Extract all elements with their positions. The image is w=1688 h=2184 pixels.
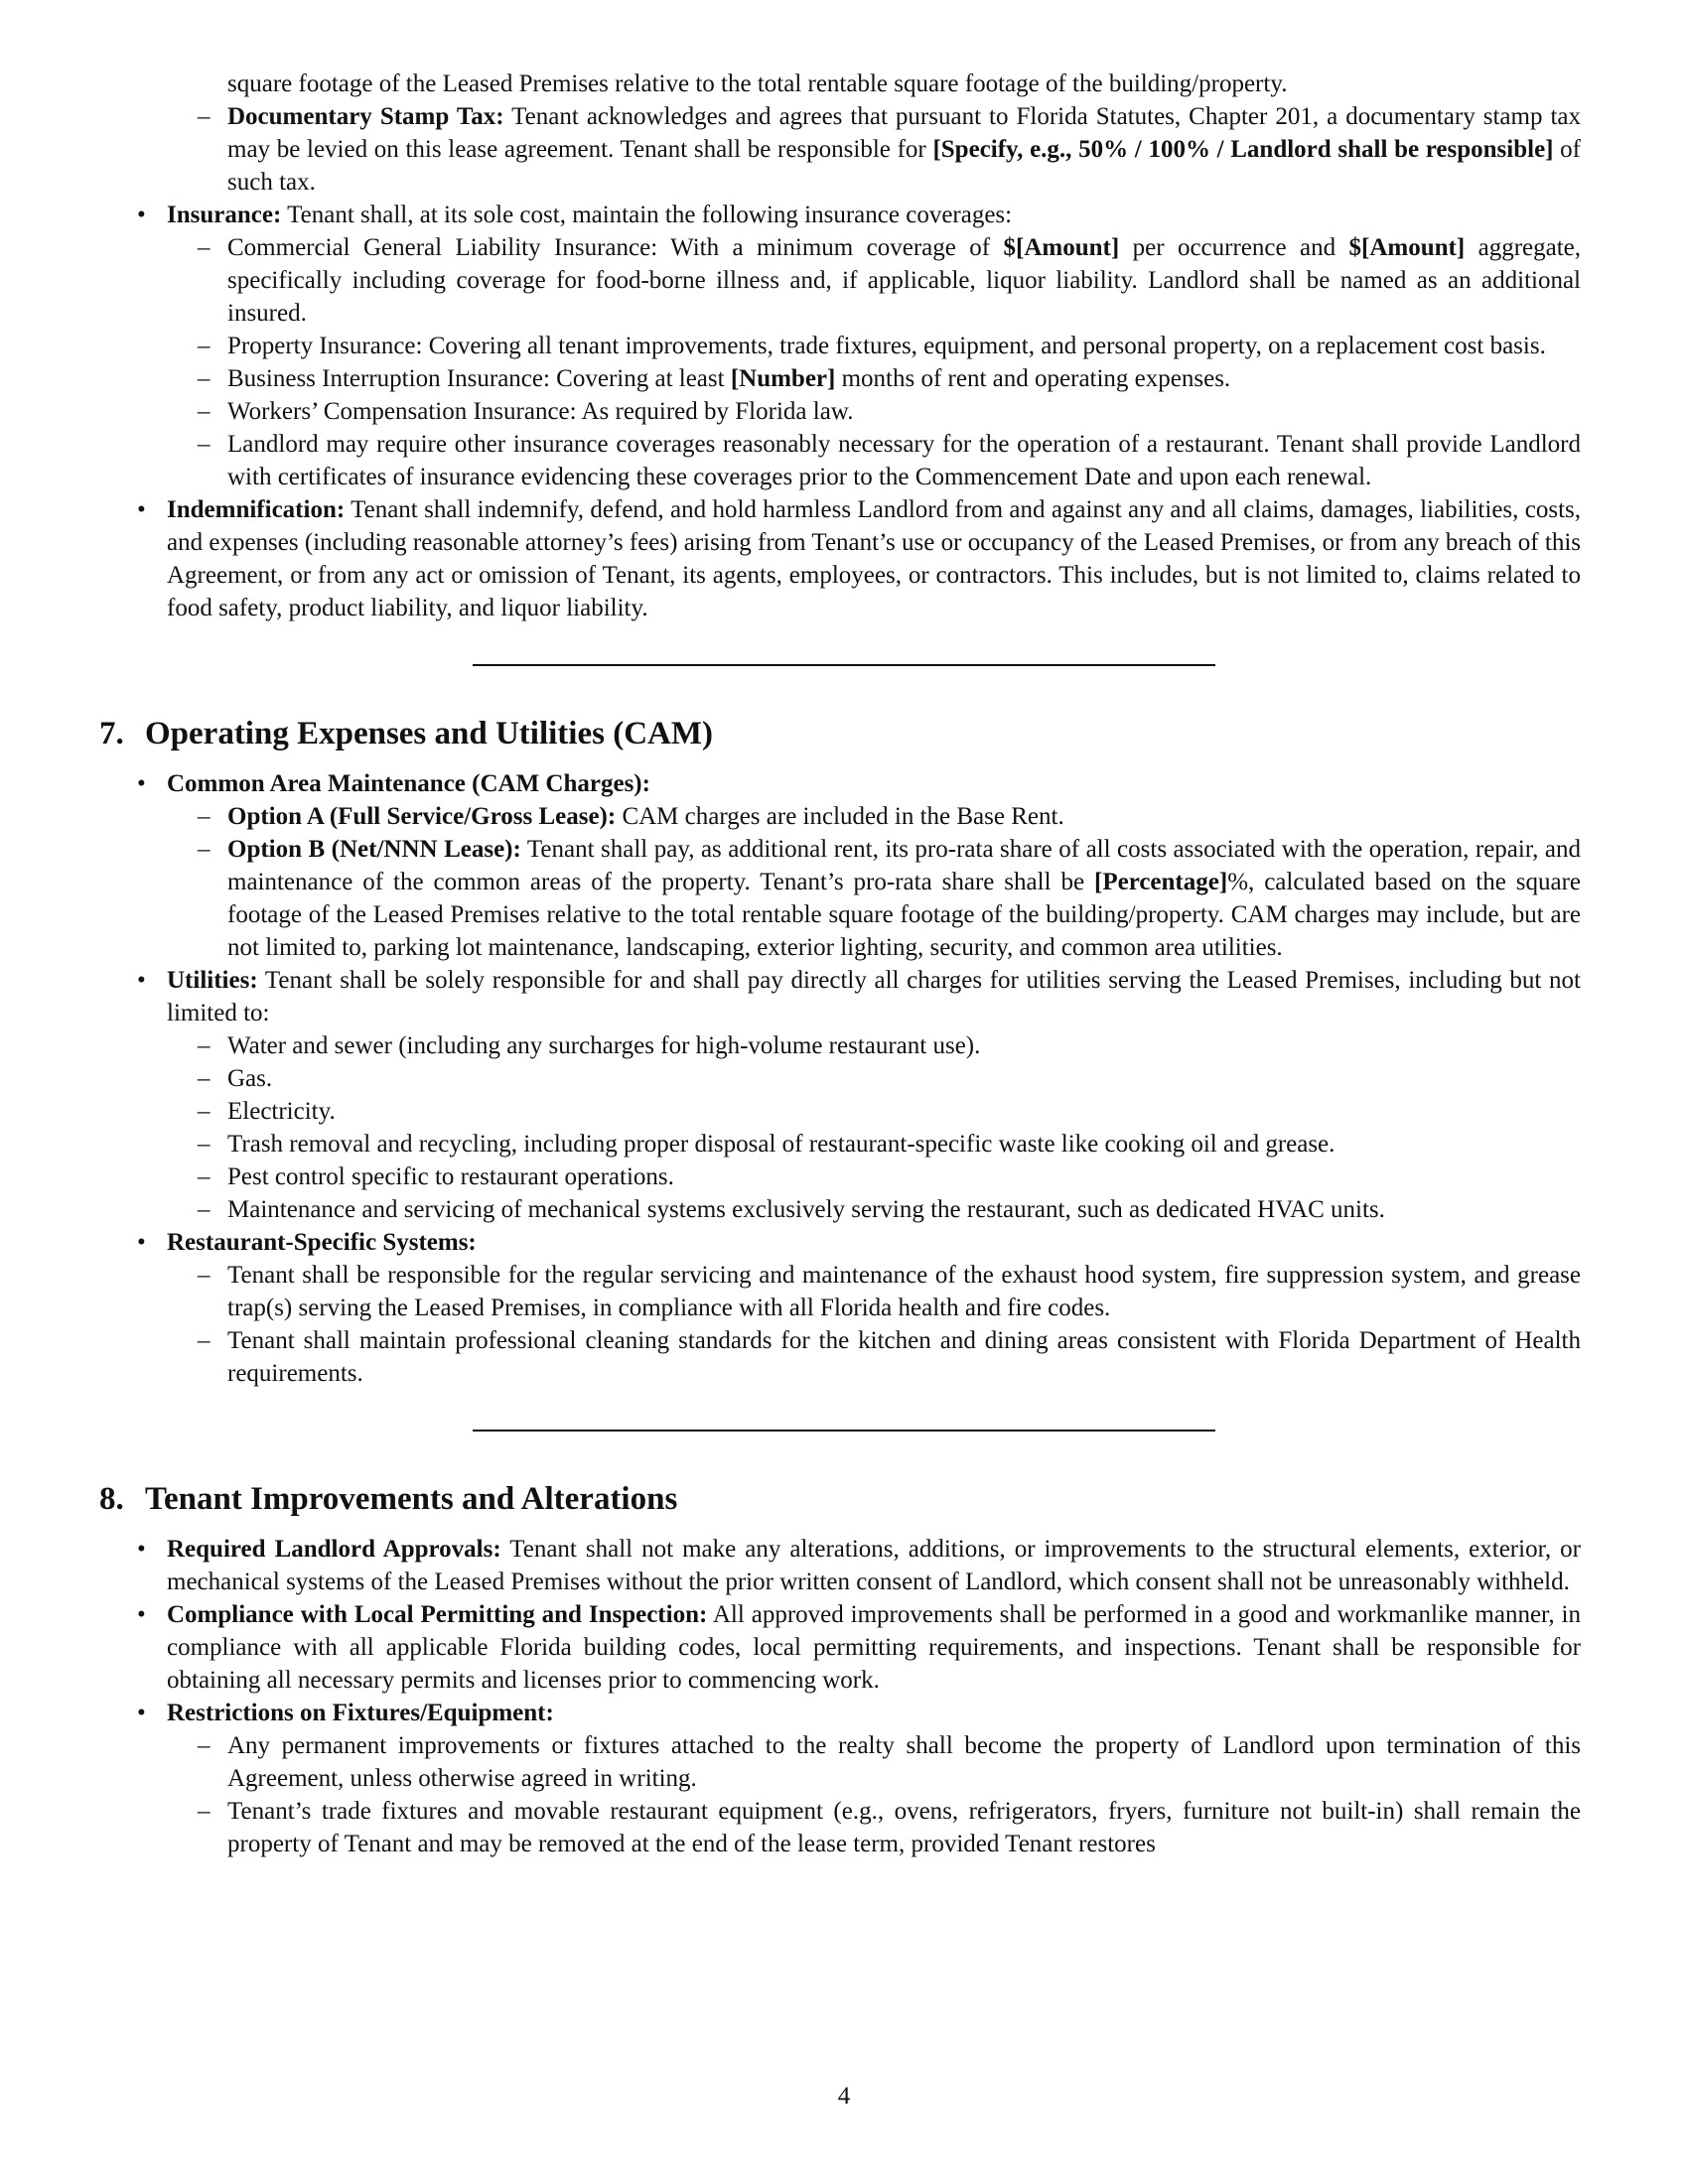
dash-marker: – xyxy=(198,836,211,863)
dash-marker: – xyxy=(198,1327,211,1354)
other-insurance-text: Landlord may require other insurance coverages reasonably necessary for the operation of a restaurant. Tenant shall provide Landlord with certificates of insurance evidencing these coverages prior to the Commencement Date and upon each renewal. xyxy=(227,431,1581,490)
cgl-text-mid: per occurrence and xyxy=(1119,234,1349,261)
option-b-text-end: %, calculated based on the square footage of the Leased Premises relative to the total rentable square footage of the building/property. CAM charges may include, but are not limited to, parking lot maintenance, landscaping, exterior lighting, security, and common area utilities. xyxy=(227,869,1581,961)
utility-pest-text: Pest control specific to restaurant operations. xyxy=(227,1163,674,1190)
utilities-intro: Tenant shall be solely responsible for and shall pay directly all charges for utilities serving the Leased Premises, including but not limited to: xyxy=(167,967,1581,1026)
dash-marker: – xyxy=(198,1732,211,1759)
section-7-number: 7. xyxy=(99,716,124,751)
insurance-intro: Tenant shall, at its sole cost, maintain the following insurance coverages: xyxy=(287,202,1013,228)
compliance-label: Compliance with Local Permitting and Inspection: xyxy=(167,1601,708,1628)
bi-text-end: months of rent and operating expenses. xyxy=(835,365,1231,392)
utility-water-text: Water and sewer (including any surcharges for high-volume restaurant use). xyxy=(227,1032,981,1059)
utility-gas-text: Gas. xyxy=(227,1065,273,1092)
stamp-tax-text-end: of such tax. xyxy=(227,136,1582,196)
workers-comp-item xyxy=(198,395,1581,428)
bullet-marker: • xyxy=(137,1536,146,1563)
dash-marker: – xyxy=(198,1098,211,1125)
dash-marker: – xyxy=(198,1798,211,1825)
workers-comp-text: Workers’ Compensation Insurance: As required by Florida law. xyxy=(227,398,854,425)
other-insurance-item xyxy=(198,428,1581,493)
dash-marker: – xyxy=(198,333,211,359)
section-8-number: 8. xyxy=(99,1481,124,1517)
property-insurance-text: Property Insurance: Covering all tenant improvements, trade fixtures, equipment, and personal property, on a replacement cost basis. xyxy=(227,333,1546,359)
option-a-text: CAM charges are included in the Base Rent. xyxy=(622,803,1064,830)
indemnification-text: Tenant shall indemnify, defend, and hold harmless Landlord from and against any and all claims, damages, liabilities, costs, and expenses (including reasonable attorney’s fees) arising from Tenant’s use or occupancy of the Leased Premises, or from any breach of this Agreement, or from any act or omission of Tenant, its agents, employees, or contractors. This includes, but is not limited to, claims related to food safety, product liability, and liquor liability. xyxy=(167,496,1581,621)
stamp-tax-item xyxy=(198,100,1582,199)
cgl-amount-aggregate: $[Amount] xyxy=(1348,234,1466,261)
bullet-marker: • xyxy=(137,1229,146,1256)
fixtures-restrictions-item xyxy=(137,1697,1581,1729)
restrictions-list-item xyxy=(198,1729,1581,1795)
approvals-text: Tenant shall not make any alterations, additions, or improvements to the structural elements, exterior, or mechanical systems of the Leased Premises without the prior written consent of Landlord, which consent shall not be unreasonably withheld. xyxy=(167,1536,1581,1595)
dash-marker: – xyxy=(198,234,211,261)
option-a-label: Option A (Full Service/Gross Lease): xyxy=(227,803,617,830)
compliance-text: All approved improvements shall be performed in a good and workmanlike manner, in compliance with all applicable Florida building codes, local permitting requirements, and inspections. Tenant shall be responsible for obtaining all necessary permits and licenses prior to commencing work. xyxy=(167,1601,1581,1694)
restrictions-list-item xyxy=(198,1795,1581,1860)
utility-electricity-text: Electricity. xyxy=(227,1098,336,1125)
bullet-marker: • xyxy=(137,1601,146,1628)
bullet-marker: • xyxy=(137,496,146,523)
dash-marker: – xyxy=(198,1163,211,1190)
utility-list-item xyxy=(198,1029,1581,1062)
dash-marker: – xyxy=(198,1065,211,1092)
dash-marker: – xyxy=(198,803,211,830)
section-8-title: Tenant Improvements and Alterations xyxy=(145,1481,678,1517)
utility-hvac-text: Maintenance and servicing of mechanical systems exclusively serving the restaurant, such as dedicated HVAC units. xyxy=(227,1196,1385,1223)
utility-list-item xyxy=(198,1062,1581,1095)
cam-option-a-item xyxy=(198,800,1581,833)
utility-list-item xyxy=(198,1128,1581,1160)
bullet-marker: • xyxy=(137,1700,146,1726)
business-interruption-item xyxy=(198,362,1581,395)
utility-list-item xyxy=(198,1160,1581,1193)
cam-charges-item xyxy=(137,767,1581,800)
cam-continuation-text: square footage of the Leased Premises relative to the total rentable square footage of the building/property. xyxy=(227,70,1288,97)
cgl-insurance-item xyxy=(198,231,1582,330)
dash-marker: – xyxy=(198,1131,211,1158)
property-insurance-item xyxy=(198,330,1581,362)
dash-marker: – xyxy=(198,103,211,130)
bi-text: Business Interruption Insurance: Covering at least xyxy=(227,365,731,392)
dash-marker: – xyxy=(198,1262,211,1289)
utility-trash-text: Trash removal and recycling, including proper disposal of restaurant-specific waste like cooking oil and grease. xyxy=(227,1131,1336,1158)
section-8-heading xyxy=(99,1479,1688,1519)
landlord-approvals-item xyxy=(137,1533,1581,1598)
restrictions-trade-fixtures-text: Tenant’s trade fixtures and movable restaurant equipment (e.g., ovens, refrigerators, fryers, furniture not built-in) shall remain the property of Tenant and may be removed at the end of the lease term, provided Tenant restores xyxy=(227,1798,1581,1857)
permitting-compliance-item xyxy=(137,1598,1581,1697)
stamp-tax-text: Tenant acknowledges and agrees that pursuant to Florida Statutes, Chapter 201, a documentary stamp tax may be levied on this lease agreement. Tenant shall be responsible for xyxy=(227,103,1582,163)
dash-marker: – xyxy=(198,1196,211,1223)
indemnification-item xyxy=(137,493,1581,624)
indemnification-label: Indemnification: xyxy=(167,496,346,523)
systems-cleaning-text: Tenant shall maintain professional cleaning standards for the kitchen and dining areas consistent with Florida Department of Health requirements. xyxy=(227,1327,1581,1387)
option-b-label: Option B (Net/NNN Lease): xyxy=(227,836,521,863)
section-7-heading xyxy=(99,714,1688,753)
utility-list-item xyxy=(198,1193,1581,1226)
dash-marker: – xyxy=(198,1032,211,1059)
restrictions-permanent-text: Any permanent improvements or fixtures attached to the realty shall become the property of Landlord upon termination of this Agreement, unless otherwise agreed in writing. xyxy=(227,1732,1581,1792)
dash-marker: – xyxy=(198,365,211,392)
restrictions-label: Restrictions on Fixtures/Equipment: xyxy=(167,1700,554,1726)
insurance-item xyxy=(137,199,1581,231)
bullet-marker: • xyxy=(137,202,146,228)
cam-option-b-item xyxy=(198,833,1581,964)
systems-list-item xyxy=(198,1324,1581,1390)
dash-marker: – xyxy=(198,398,211,425)
restaurant-systems-label: Restaurant-Specific Systems: xyxy=(167,1229,477,1256)
cam-label: Common Area Maintenance (CAM Charges): xyxy=(167,770,650,797)
bullet-marker: • xyxy=(137,770,146,797)
page-number: 4 xyxy=(837,2083,851,2110)
restaurant-systems-item xyxy=(137,1226,1581,1259)
approvals-label: Required Landlord Approvals: xyxy=(167,1536,501,1563)
cgl-text-end: aggregate, specifically including coverage for food-borne illness and, if applicable, liquor liability. Landlord shall be named as an additional insured. xyxy=(227,234,1582,327)
utilities-item xyxy=(137,964,1581,1029)
dash-marker: – xyxy=(198,431,211,458)
cgl-text: Commercial General Liability Insurance: With a minimum coverage of xyxy=(227,234,1004,261)
option-b-percentage: [Percentage] xyxy=(1094,869,1228,895)
utility-list-item xyxy=(198,1095,1581,1128)
cgl-amount-occurrence: $[Amount] xyxy=(1003,234,1120,261)
bi-number: [Number] xyxy=(730,365,836,392)
stamp-tax-placeholder: [Specify, e.g., 50% / 100% / Landlord shall be responsible] xyxy=(932,136,1554,163)
utilities-label: Utilities: xyxy=(167,967,258,994)
systems-list-item xyxy=(198,1259,1581,1324)
bullet-marker: • xyxy=(137,967,146,994)
section-7-title: Operating Expenses and Utilities (CAM) xyxy=(145,716,713,751)
option-b-text: Tenant shall pay, as additional rent, its pro-rata share of all costs associated with the operation, repair, and maintenance of the common areas of the property. Tenant’s pro-rata share shall be xyxy=(227,836,1581,895)
systems-servicing-text: Tenant shall be responsible for the regular servicing and maintenance of the exhaust hood system, fire suppression system, and grease trap(s) serving the Leased Premises, in compliance with all Florida health and fire codes. xyxy=(227,1262,1581,1321)
insurance-label: Insurance: xyxy=(167,202,282,228)
stamp-tax-label: Documentary Stamp Tax: xyxy=(227,103,504,130)
